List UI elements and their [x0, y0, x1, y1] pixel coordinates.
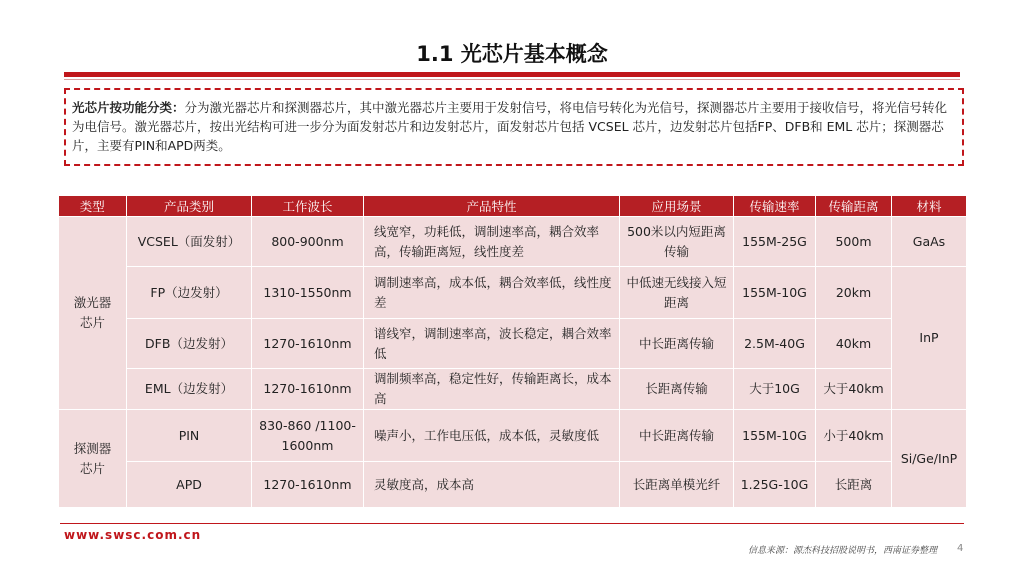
table-row [59, 217, 967, 267]
cell-distance: 长距离 [816, 462, 892, 508]
cell-wavelength: 1270-1610nm [252, 319, 364, 369]
header-material: 材料 [892, 196, 967, 217]
header-wavelength: 工作波长 [252, 196, 364, 217]
table-row [59, 267, 967, 319]
header-distance: 传输距离 [816, 196, 892, 217]
cell-wavelength: 1270-1610nm [252, 369, 364, 410]
cell-category: PIN [127, 410, 252, 462]
header-features: 产品特性 [364, 196, 620, 217]
cell-category: APD [127, 462, 252, 508]
cell-features: 线宽窄，功耗低，调制速率高，耦合效率高，传输距离短，线性度差 [364, 217, 620, 267]
table-row [59, 410, 967, 462]
cell-material-inp: InP [892, 267, 967, 410]
cell-category: FP（边发射） [127, 267, 252, 319]
cell-rate: 155M-10G [734, 410, 816, 462]
cell-features: 噪声小，工作电压低，成本低，灵敏度低 [364, 410, 620, 462]
cell-wavelength: 830-860 /1100-1600nm [252, 410, 364, 462]
cell-application: 500米以内短距离传输 [620, 217, 734, 267]
cell-application: 长距离传输 [620, 369, 734, 410]
intro-lead: 光芯片按功能分类： [72, 100, 185, 115]
cell-application: 中低速无线接入短距离 [620, 267, 734, 319]
cell-wavelength: 800-900nm [252, 217, 364, 267]
intro-box [64, 88, 964, 166]
header-application: 应用场景 [620, 196, 734, 217]
table-row [59, 319, 967, 369]
cell-rate: 155M-25G [734, 217, 816, 267]
cell-material-gaas: GaAs [892, 217, 967, 267]
cell-category: DFB（边发射） [127, 319, 252, 369]
intro-text: 分为激光器芯片和探测器芯片，其中激光器芯片主要用于发射信号，将电信号转化为光信号，探测器芯片主要用于接收信号，将光信号转化为电信号。激光器芯片，按出光结构可进一步分为面发射芯片和边发射芯片，面发射芯片包括 VCSEL 芯片，边发射芯片包括FP、DFB和 EML 芯片；探测器芯片，主要有PIN和APD两类。 [72, 100, 948, 153]
cell-features: 调制速率高，成本低，耦合效率低，线性度差 [364, 267, 620, 319]
cell-material-si: Si/Ge/InP [892, 410, 967, 508]
header-category: 产品类别 [127, 196, 252, 217]
table-row [59, 369, 967, 410]
cell-rate: 大于10G [734, 369, 816, 410]
cell-distance: 40km [816, 319, 892, 369]
group-laser: 激光器芯片 [59, 217, 127, 410]
cell-wavelength: 1310-1550nm [252, 267, 364, 319]
page-title: 1.1 光芯片基本概念 [416, 42, 608, 66]
cell-rate: 155M-10G [734, 267, 816, 319]
table-row [59, 462, 967, 508]
cell-application: 长距离单模光纤 [620, 462, 734, 508]
title-underline-thin [64, 79, 960, 80]
cell-distance: 20km [816, 267, 892, 319]
cell-wavelength: 1270-1610nm [252, 462, 364, 508]
table-header-row [59, 196, 967, 217]
cell-features: 灵敏度高，成本高 [364, 462, 620, 508]
cell-rate: 1.25G-10G [734, 462, 816, 508]
cell-distance: 大于40km [816, 369, 892, 410]
chip-spec-table [58, 196, 967, 508]
cell-features: 调制频率高，稳定性好，传输距离长，成本高 [364, 369, 620, 410]
cell-application: 中长距离传输 [620, 410, 734, 462]
cell-category: VCSEL（面发射） [127, 217, 252, 267]
cell-rate: 2.5M-40G [734, 319, 816, 369]
group-detector: 探测器芯片 [59, 410, 127, 508]
cell-distance: 500m [816, 217, 892, 267]
cell-distance: 小于40km [816, 410, 892, 462]
cell-features: 谱线窄，调制速率高，波长稳定，耦合效率低 [364, 319, 620, 369]
title-underline [64, 72, 960, 77]
footer-url: www.swsc.com.cn [64, 528, 202, 542]
header-type: 类型 [59, 196, 127, 217]
header-rate: 传输速率 [734, 196, 816, 217]
footer-divider [60, 523, 964, 524]
cell-category: EML（边发射） [127, 369, 252, 410]
page-number: 4 [957, 543, 964, 554]
footer-source: 信息来源：源杰科技招股说明书，西南证券整理 [748, 546, 938, 556]
cell-application: 中长距离传输 [620, 319, 734, 369]
